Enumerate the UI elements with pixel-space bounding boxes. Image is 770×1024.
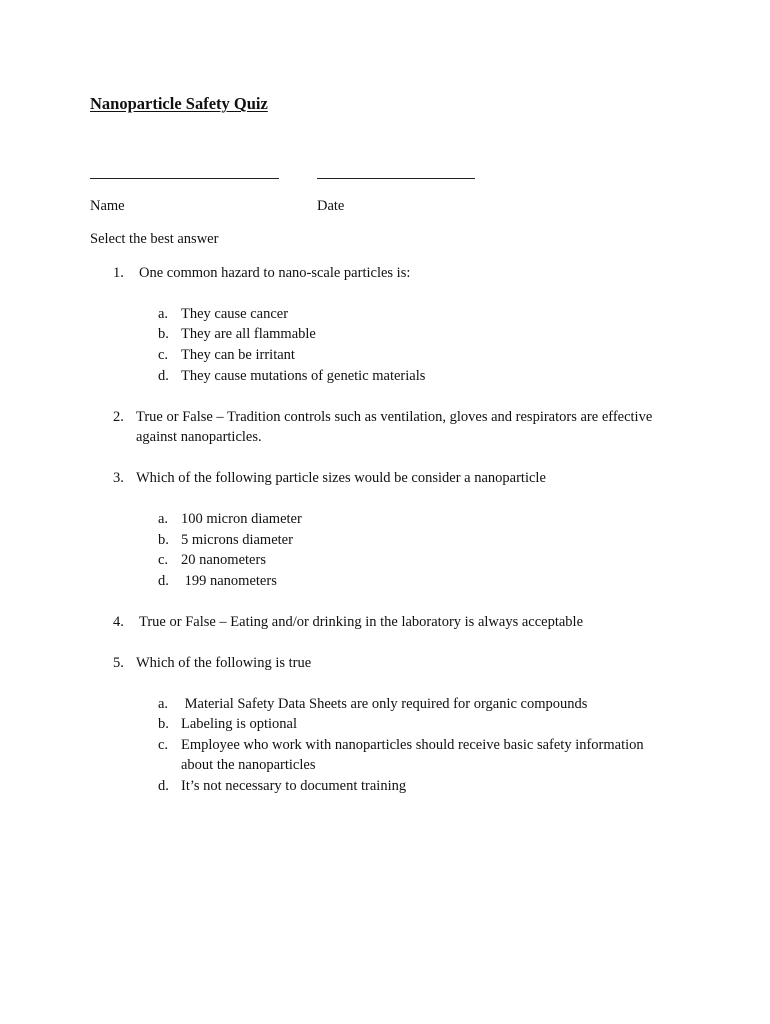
option-text: They can be irritant <box>181 347 295 363</box>
question-number: 5. <box>113 655 124 671</box>
question-number: 2. <box>113 409 124 425</box>
option-text: 100 micron diameter <box>181 511 302 527</box>
option-letter: d. <box>158 778 169 794</box>
option-letter: a. <box>158 696 169 712</box>
option-text: They cause mutations of genetic materials <box>181 368 426 384</box>
option-letter: c. <box>158 347 169 363</box>
page-title: Nanoparticle Safety Quiz <box>90 94 268 113</box>
option-letter: b. <box>158 716 169 732</box>
option-letter: d. <box>158 573 169 589</box>
option-text: They cause cancer <box>181 306 289 322</box>
option-text-line-2: about the nanoparticles <box>181 757 316 773</box>
option-letter: b. <box>158 326 169 342</box>
option-text: 20 nanometers <box>181 552 266 568</box>
option-letter: c. <box>158 552 169 568</box>
option-letter: d. <box>158 368 169 384</box>
option-letter: a. <box>158 306 169 322</box>
date-signature-line <box>317 178 475 179</box>
name-signature-line <box>90 178 279 179</box>
option-text: They are all flammable <box>181 326 316 342</box>
option-text-line-1: Employee who work with nanoparticles should receive basic safety information <box>181 737 644 753</box>
option-text: Material Safety Data Sheets are only required for organic compounds <box>181 696 588 712</box>
question-text: Which of the following particle sizes would be consider a nanoparticle <box>136 470 546 486</box>
date-label: Date <box>317 198 345 214</box>
option-text: 199 nanometers <box>181 573 277 589</box>
name-label: Name <box>90 198 125 214</box>
question-text-line-1: True or False – Tradition controls such as ventilation, gloves and respirators are effective <box>136 409 653 425</box>
option-text: Labeling is optional <box>181 716 297 732</box>
option-text: 5 microns diameter <box>181 532 293 548</box>
option-letter: b. <box>158 532 169 548</box>
question-text: One common hazard to nano-scale particles is: <box>139 265 411 281</box>
option-letter: a. <box>158 511 169 527</box>
question-text-line-2: against nanoparticles. <box>136 429 262 445</box>
instruction-text: Select the best answer <box>90 231 219 247</box>
question-number: 4. <box>113 614 124 630</box>
question-number: 1. <box>113 265 124 281</box>
option-letter: c. <box>158 737 169 753</box>
question-text: True or False – Eating and/or drinking in the laboratory is always acceptable <box>139 614 584 630</box>
question-number: 3. <box>113 470 124 486</box>
question-text: Which of the following is true <box>136 655 312 671</box>
option-text: It’s not necessary to document training <box>181 778 407 794</box>
